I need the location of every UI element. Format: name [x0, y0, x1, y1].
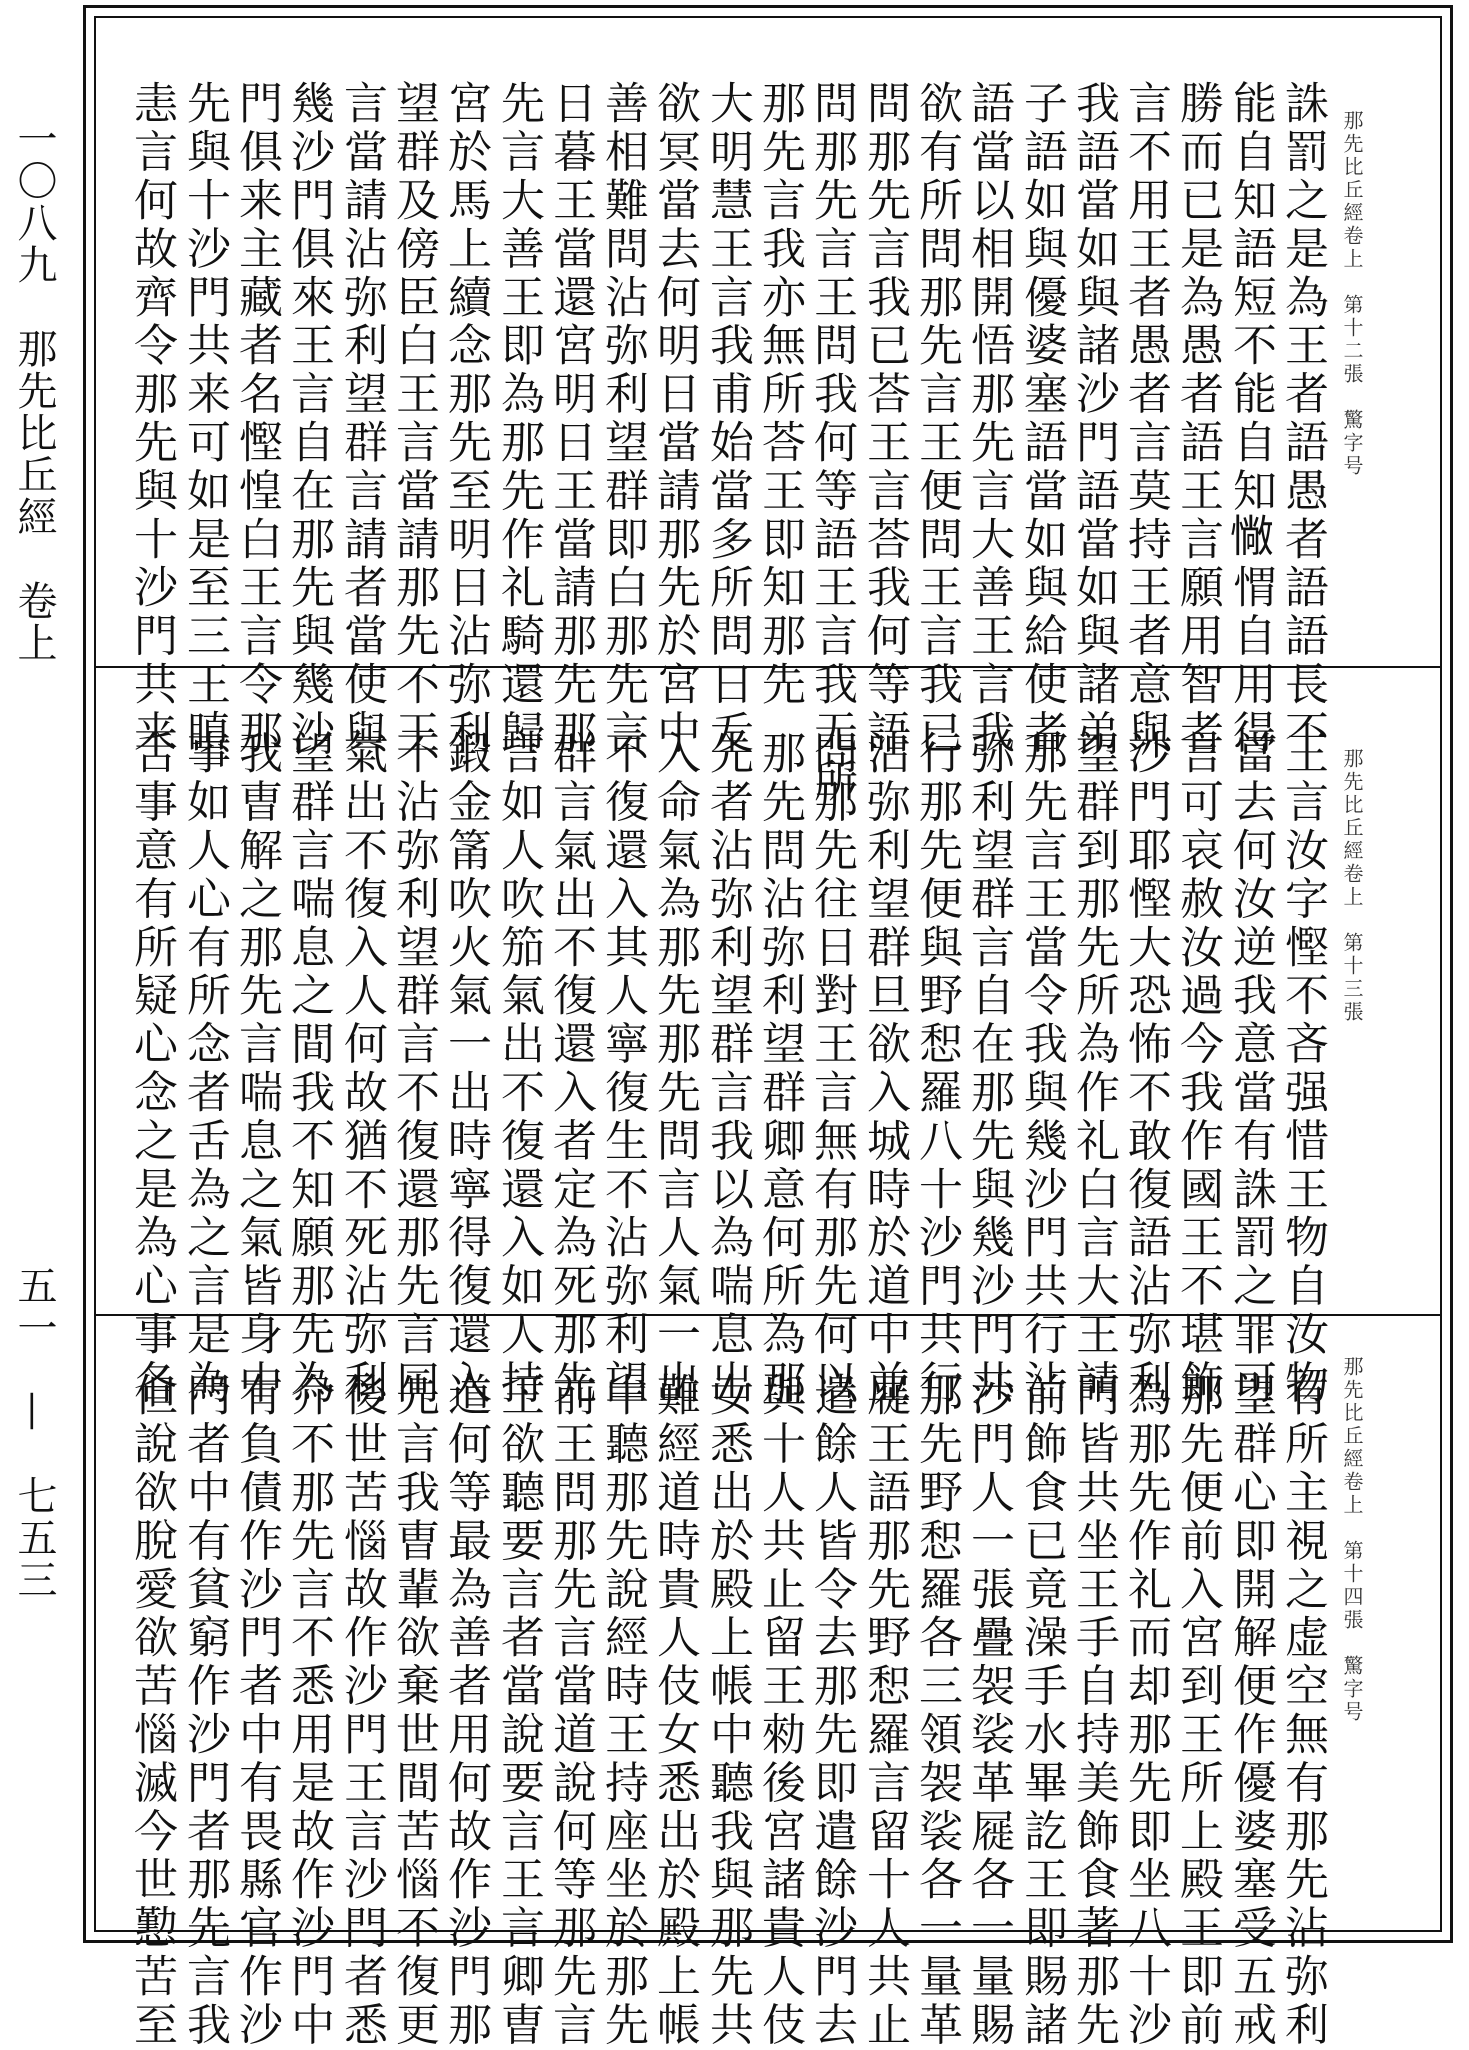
text-column: 女悉出於殿上帳中聽我與那先共 [702, 1372, 753, 2050]
text-column: 言可哀赦汝過今我作國王不堪飾 [1172, 730, 1223, 1408]
text-column: 不沾弥利望群言不復還那先言同 [388, 730, 439, 1408]
text-column: 有所主視之虚空無有那先沾弥利 [1277, 1372, 1328, 2050]
text-column: 遣餘人皆令去那先即遣餘沙門去 [806, 1372, 857, 2050]
text-column: 勝而已是為愚者語王言願用智者 [1172, 80, 1223, 758]
text-column: 那先言我亦無所荅王即知那先 [754, 80, 805, 710]
text-column: 沙門耶慳大恐怖不敢復語沾弥利 [1120, 730, 1171, 1408]
margin-title: 一〇八九 那先比丘經 卷上 [11, 118, 57, 664]
text-column: 王欲聽要言者當說要言王言卿曺 [493, 1372, 544, 2050]
text-column: 介不那先言不悉用是故作沙門中 [283, 1372, 334, 2050]
text-column: 氣出不復入人何故猶不死沾弥利 [336, 730, 387, 1408]
text-column: 善相難問沾弥利望群即白那先言 [597, 80, 648, 758]
text-column: 欲冥當去何明日當請那先於宮中 [649, 80, 700, 758]
text-column: 先與十沙門共来可如是至三王瞋 [179, 80, 230, 758]
page-frame-inner [94, 16, 1442, 2050]
text-column: 恚言何故齊令那先與十沙門共来 [126, 80, 177, 758]
text-column: 望群及傍臣白王言當請那先不王 [388, 80, 439, 758]
text-column: 望群到那先所為作礼白言大王請 [1068, 730, 1119, 1408]
panel-header-note: 那先比丘經卷上 第十三張 [1340, 748, 1364, 1024]
text-column: 群言氣出不復還入者定為死那先 [545, 730, 596, 1408]
text-column: 語當以相開悟那先言大善王言我 [963, 80, 1014, 758]
panel-header-note: 那先比丘經卷上 第十四張 驚字号 [1340, 1356, 1364, 1724]
text-column: 後世苦惱故作沙門王言沙門者悉 [336, 1372, 387, 2050]
panel-header-note: 那先比丘經卷上 第十二張 驚字号 [1340, 110, 1364, 478]
text-column: 沾弥利望群旦欲入城時於道中並 [859, 730, 910, 1408]
text-column: 不復還入其人寧復生不沾弥利望 [597, 730, 648, 1408]
text-column: 弥利望群言自在那先與幾沙門共 [963, 730, 1014, 1408]
text-column: 我曺解之那先言喘息之氣皆身中 [231, 730, 282, 1408]
text-column: 有負債作沙門者中有畏縣官作沙 [231, 1372, 282, 2050]
text-column: 誅罰之是為王者語愚者語語長不 [1277, 80, 1328, 758]
text-column: 王言汝字慳不吝强惜王物自汝物 [1277, 730, 1328, 1408]
text-column: 宮於馬上續念那先至明日沾弥利 [440, 80, 491, 758]
text-column: 先言我曺輩欲棄世間苦惱不復更 [388, 1372, 439, 2050]
text-column: 道何等最為善者用何故作沙門那 [440, 1372, 491, 2050]
text-column: 言不用王者愚者言莫持王者意與 [1120, 80, 1171, 758]
text-column: 中聽那先說經時王持座坐於那先 [597, 1372, 648, 2050]
left-margin [0, 0, 68, 1961]
panel-1 [96, 18, 1440, 806]
text-column: 鍛金筩吹火氣一出時寧得復還入 [440, 730, 491, 1408]
text-column: 言當請沾弥利望群言請者當使與 [336, 80, 387, 758]
text-column: 日暮王當還宮明日王當請那先那 [545, 80, 596, 758]
text-column: 那先野惒羅各三領袈裟各一量革 [911, 1372, 962, 2050]
text-column: 問那先言王問我何等語王言我无所 [806, 80, 857, 806]
text-column: 欲有所問那先言王便問王言我已 [911, 80, 962, 758]
text-column: 屣王語那先野惒羅言留十人共止 [859, 1372, 910, 2050]
text-column: 沙門人一張疊袈裟革屣各一量賜 [963, 1372, 1014, 2050]
text-column: 子語如與優婆塞語當如與給使者 [1016, 80, 1067, 758]
text-column: 入命氣為那先那先問言人氣一出 [649, 730, 700, 1408]
text-column: 望群言喘息之間我不知願那先為 [283, 730, 334, 1408]
text-column: 事如人心有所念者舌為之言是為 [179, 730, 230, 1408]
text-column: 能自知語短不能自知𢠵㥜自用得 [1225, 80, 1276, 758]
text-column: 與十人共止留王勑後宮諸貴人伎 [754, 1372, 805, 2050]
text-column: 行那先便與野惒羅八十沙門共行 [911, 730, 962, 1408]
text-column: 幾沙門俱來王言自在那先與幾沙 [283, 80, 334, 758]
text-column: 那先問沾弥利望群卿意何所為那 [754, 730, 805, 1408]
text-column: 當去何汝逆我意當有誅罰之罪可 [1225, 730, 1276, 1408]
text-column: 言如人吹笳氣出不復還入如人持 [493, 730, 544, 1408]
text-column: 那先便前入宮到王所上殿王即前 [1172, 1372, 1223, 2050]
text-column: 舌事意有所疑心念之是為心事各 [126, 730, 177, 1408]
text-column: 先言大善王即為那先作礼騎還歸 [493, 80, 544, 758]
text-column: 問那先往日對王言無有那先何以 [806, 730, 857, 1408]
panel-3 [96, 1316, 1440, 2050]
margin-page-numbers: 五一 — 七五三 [11, 1265, 57, 1601]
page-frame [83, 5, 1453, 2050]
text-column: 那先言王當令我與幾沙門共行沾 [1016, 730, 1067, 1408]
text-column: 望群心即開解便作優婆塞受五戒 [1225, 1372, 1276, 2050]
text-column: 門俱来主藏者名慳惶白王言令那 [231, 80, 282, 758]
text-column: 門者中有貧窮作沙門者那先言我 [179, 1372, 230, 2050]
text-column: 為那先作礼而却那先即坐八十沙 [1120, 1372, 1171, 2050]
text-column: 難經道時貴人伎女悉出於殿上帳 [649, 1372, 700, 2050]
text-column: 問那先言我已荅王言荅我何等語 [859, 80, 910, 758]
text-column: 大明慧王言我甫始當多所問日叐 [702, 80, 753, 758]
text-column: 先者沾弥利望群言我以為喘息出 [702, 730, 753, 1408]
text-column: 前王問那先言當道說何等那先言 [545, 1372, 596, 2050]
panel-2 [96, 668, 1440, 1408]
text-column: 我語當如與諸沙門語當如與諸弟 [1068, 80, 1119, 758]
text-column: 前飾食已竟澡手水畢訖王即賜諸 [1016, 1372, 1067, 2050]
text-column: 但說欲脫愛欲苦惱滅今世懃苦至 [126, 1372, 177, 2050]
text-column: 門皆共坐王手自持美飾食著那先 [1068, 1372, 1119, 2050]
